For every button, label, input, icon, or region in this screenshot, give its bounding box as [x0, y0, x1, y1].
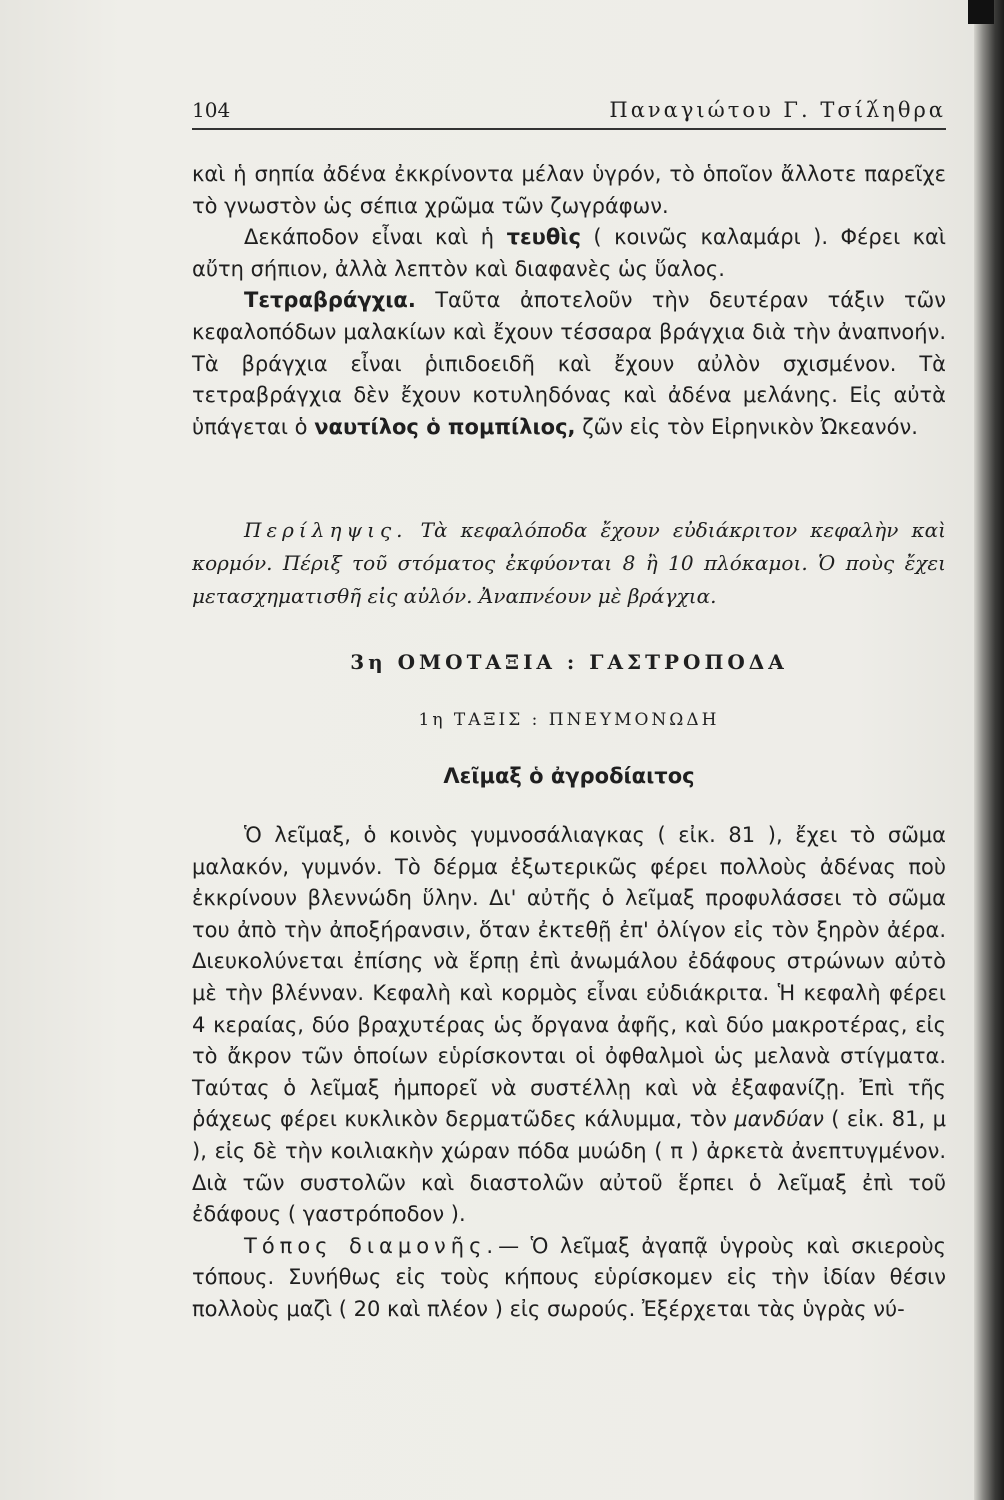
- summary-label: Περίληψις.: [244, 518, 408, 542]
- class-heading: 1η ΤΑΞΙΣ : ΠΝΕΥΜΟΝΩΔΗ: [418, 710, 720, 730]
- section-slug: [192, 820, 946, 1326]
- summary-block: [192, 514, 946, 613]
- header-rule: [192, 128, 946, 130]
- paragraph-sepia: καὶ ἡ σηπία ἀδένα ἐκκρίνοντα μέλαν ὑγρόν, τὸ ὁποῖον ἄλλοτε παρεῖχε τὸ γνωστὸν ὡς σέπια χρῶμα τῶν ζωγράφων.: [192, 162, 946, 218]
- term-nautilus: ναυτίλος ὁ πομπίλιος,: [314, 414, 576, 439]
- section-cephalopods: [192, 159, 946, 443]
- order-heading: 3η ΟΜΟΤΑΞΙΑ : ΓΑΣΤΡΟΠΟΔΑ: [350, 650, 788, 674]
- paragraph-slug-description: Ὁ λεῖμαξ, ὁ κοινὸς γυμνοσάλιαγκας ( εἰκ. 81 ), ἔχει τὸ σῶμα μαλακόν, γυμνόν. Τὸ δέρμα ἐξωτερικῶς φέρει πολλοὺς ἀδένας ποὺ ἐκκρίνουν βλεννώδη ὕλην. Δι' αὐτῆς ὁ λεῖμαξ προφυλάσσει τὸ σῶμα του ἀπὸ τὴν ἀποξήρανσιν, ὅταν ἐκτεθῇ ἐπ' ὀλίγον εἰς τὸν ξηρὸν ἀέρα. Διευκολύνεται ἐπίσης νὰ ἕρπῃ ἐπὶ ἀνωμάλου ἐδάφους στρώνων αὐτὸ μὲ τὴν βλένναν. Κεφαλὴ καὶ κορμὸς εἶναι εὐδιάκριτα. Ἡ κεφαλὴ φέρει 4 κεραίας, δύο βραχυτέρας ὡς ὄργανα ἀφῆς, καὶ δύο μακροτέρας, εἰς τὸ ἄκρον τῶν ὁποίων εὑρίσκονται οἱ ὀφθαλμοὶ ὡς μελανὰ στίγματα. Ταύτας ὁ λεῖμαξ ἠμπορεῖ νὰ συστέλλῃ καὶ νὰ ἐξαφανίζῃ. Ἐπὶ τῆς ῥάχεως φέρει κυκλικὸν δερματῶδες κάλυμμα, τὸν μανδύαν ( εἰκ. 81, μ ), εἰς δὲ τὴν κοιλιακὴν χώραν πόδα μυώδη ( π ) ἀρκετὰ ἀνεπτυγμένον. Διὰ τῶν συστολῶν καὶ διαστολῶν αὐτοῦ ἕρπει ὁ λεῖμαξ ἐπὶ τοῦ ἐδάφους ( γαστρόποδον ).: [192, 823, 946, 1227]
- page-header: [192, 98, 946, 128]
- paragraph-tetrabranchia: Τετραβράγχια. Ταῦτα ἀποτελοῦν τὴν δευτέραν τάξιν τῶν κεφαλοπόδων μαλακίων καὶ ἔχουν τέσσαρα βράγχια διὰ τὴν ἀναπνοήν. Τὰ βράγχια εἶναι ῥιπιδοειδῆ καὶ ἔχουν αὐλὸν σχισμένον. Τὰ τετραβράγχια δὲν ἔχουν κοτυληδόνας καὶ ἀδένα μελάνης. Εἰς αὐτὰ ὑπάγεται ὁ ναυτίλος ὁ πομπίλιος, ζῶν εἰς τὸν Εἰρηνικὸν Ὠκεανόν.: [192, 288, 946, 439]
- corner-mark: [968, 0, 994, 24]
- paragraph-squid: Δεκάποδον εἶναι καὶ ἡ τευθὶς ( κοινῶς καλαμάρι ). Φέρει καὶ αὔτη σήπιον, ἀλλὰ λεπτὸν καὶ διαφανὲς ὡς ὕαλος.: [192, 225, 946, 281]
- term-squid: τευθὶς: [506, 225, 581, 250]
- habitat-label: Τόπος διαμονῆς.: [244, 1233, 499, 1258]
- page-edge-shadow: [974, 0, 1004, 1500]
- page-number: 104: [192, 98, 231, 122]
- paragraph-habitat: Τόπος διαμονῆς.— Ὁ λεῖμαξ ἀγαπᾷ ὑγροὺς καὶ σκιεροὺς τόπους. Συνήθως εἰς τοὺς κήπους εὑρίσκομεν εἰς τὴν ἰδίαν θέσιν πολλοὺς μαζὶ ( 20 καὶ πλέον ) εἰς σωρούς. Ἐξέρχεται τὰς ὑγρὰς νύ-: [192, 1233, 946, 1321]
- running-head: Παναγιώτου Γ. Τσίλ́ηθρα: [609, 98, 946, 122]
- paragraph-summary: Περίληψις. Τὰ κεφαλόποδα ἔχουν εὐδιάκριτον κεφαλὴν καὶ κορμόν. Πέριξ τοῦ στόματος ἐκφύονται 8 ἢ 10 πλόκαμοι. Ὁ ποὺς ἔχει μετασχηματισθῆ εἰς αὐλόν. Ἀναπνέουν μὲ βράγχια.: [192, 518, 946, 608]
- term-tetrabranchia: Τετραβράγχια.: [244, 288, 416, 313]
- term-mantle: μανδύαν: [734, 1107, 824, 1132]
- species-heading: Λεῖμαξ ὁ ἀγροδίαιτος: [443, 764, 695, 788]
